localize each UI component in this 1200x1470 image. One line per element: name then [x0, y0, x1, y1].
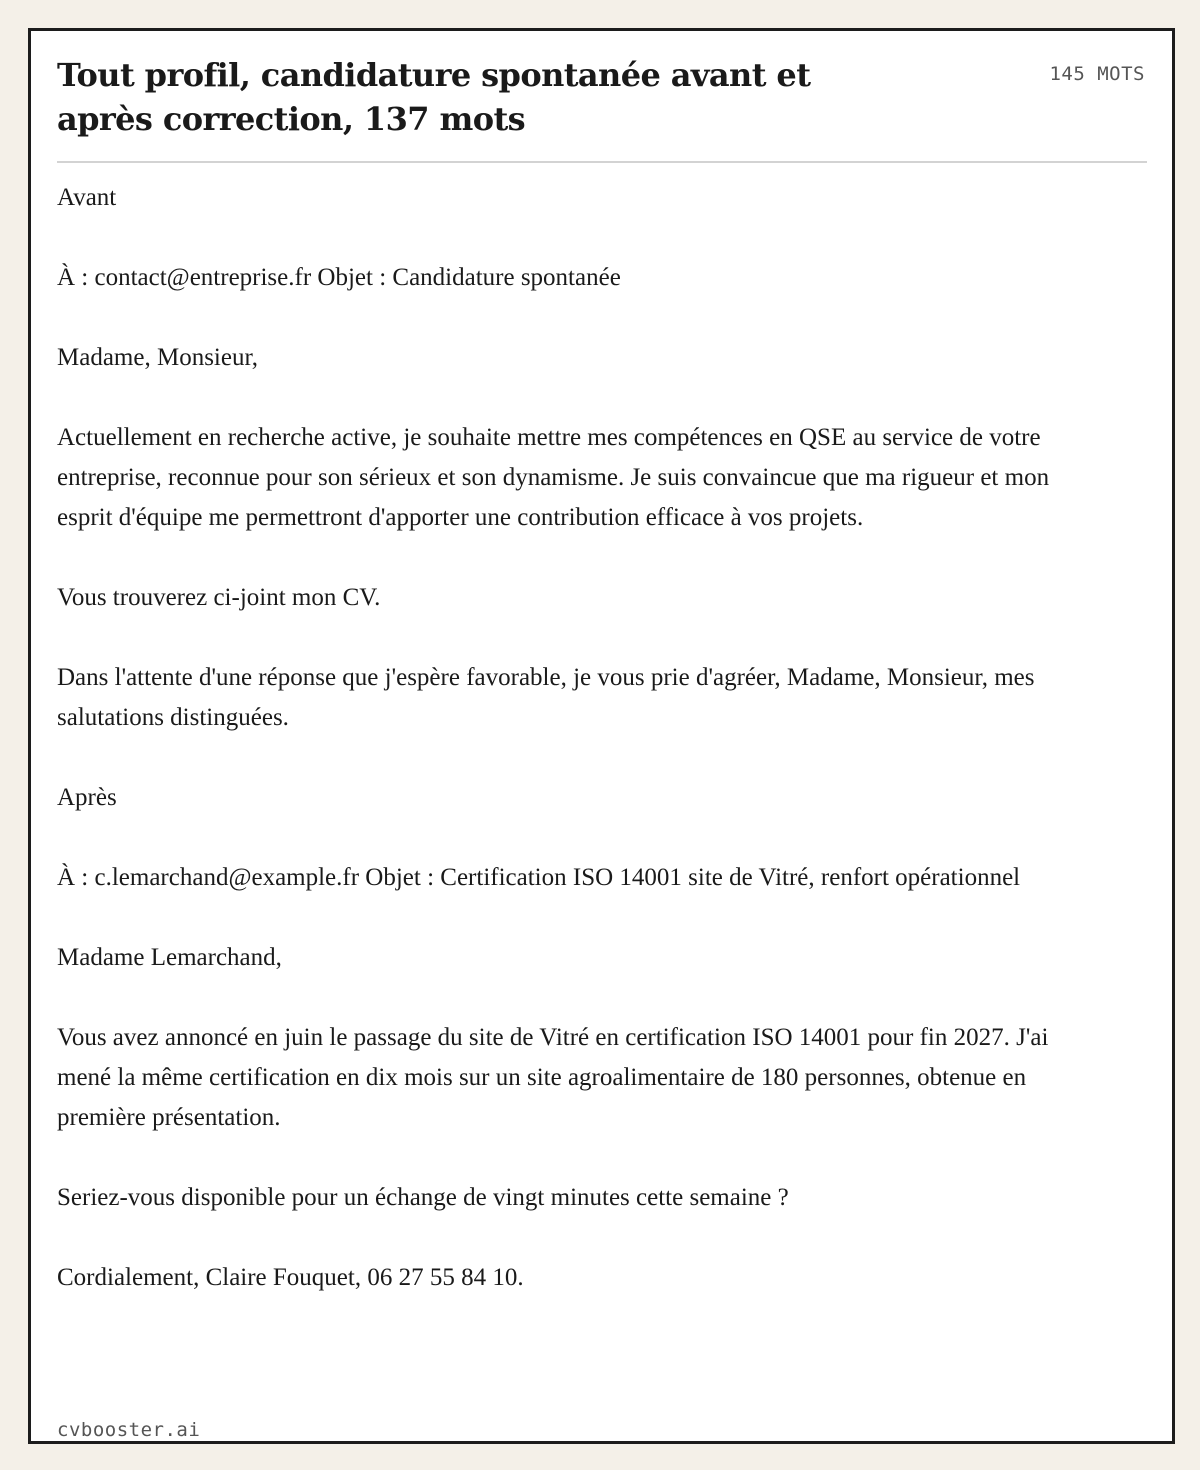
- question-line-after: Seriez-vous disponible pour un échange de vingt minutes cette semaine ?: [57, 1184, 789, 1211]
- closing-before: Dans l'attente d'une réponse que j'espère favorable, je vous prie d'agréer, Madame, Monsieur, mes salutations distinguées.: [57, 664, 1035, 731]
- attachment-line-before: Vous trouverez ci-joint mon CV.: [57, 584, 381, 611]
- body-paragraph-after: Vous avez annoncé en juin le passage du site de Vitré en certification ISO 14001 pour fin 2027. J'ai mené la même certification en dix mois sur un site agroalimentaire de 180 personnes, obtenue en première présentation.: [57, 1024, 1049, 1131]
- email-header-before: À : contact@entreprise.fr Objet : Candidature spontanée: [57, 264, 621, 291]
- section-label-after: Après: [57, 784, 117, 811]
- email-header-after: À : c.lemarchand@example.fr Objet : Certification ISO 14001 site de Vitré, renfort opérationnel: [57, 864, 1021, 891]
- salutation-before: Madame, Monsieur,: [57, 344, 259, 371]
- document-header: [57, 53, 1147, 163]
- brand-footer: cvbooster.ai: [57, 1419, 201, 1441]
- word-count-badge: 145 MOTS: [1049, 63, 1145, 85]
- salutation-after: Madame Lemarchand,: [57, 944, 282, 971]
- document-body: [57, 178, 1077, 1338]
- signature-after: Cordialement, Claire Fouquet, 06 27 55 84 10.: [57, 1264, 524, 1291]
- document-card: [28, 28, 1175, 1444]
- page-title: Tout profil, candidature spontanée avant et après correction, 137 mots: [57, 56, 811, 138]
- section-label-before: Avant: [57, 184, 117, 211]
- body-paragraph-before: Actuellement en recherche active, je souhaite mettre mes compétences en QSE au service de votre entreprise, reconnue pour son sérieux et son dynamisme. Je suis convaincue que ma rigueur et mon esprit d'équipe me permettront d'apporter une contribution efficace à vos projets.: [57, 424, 1050, 531]
